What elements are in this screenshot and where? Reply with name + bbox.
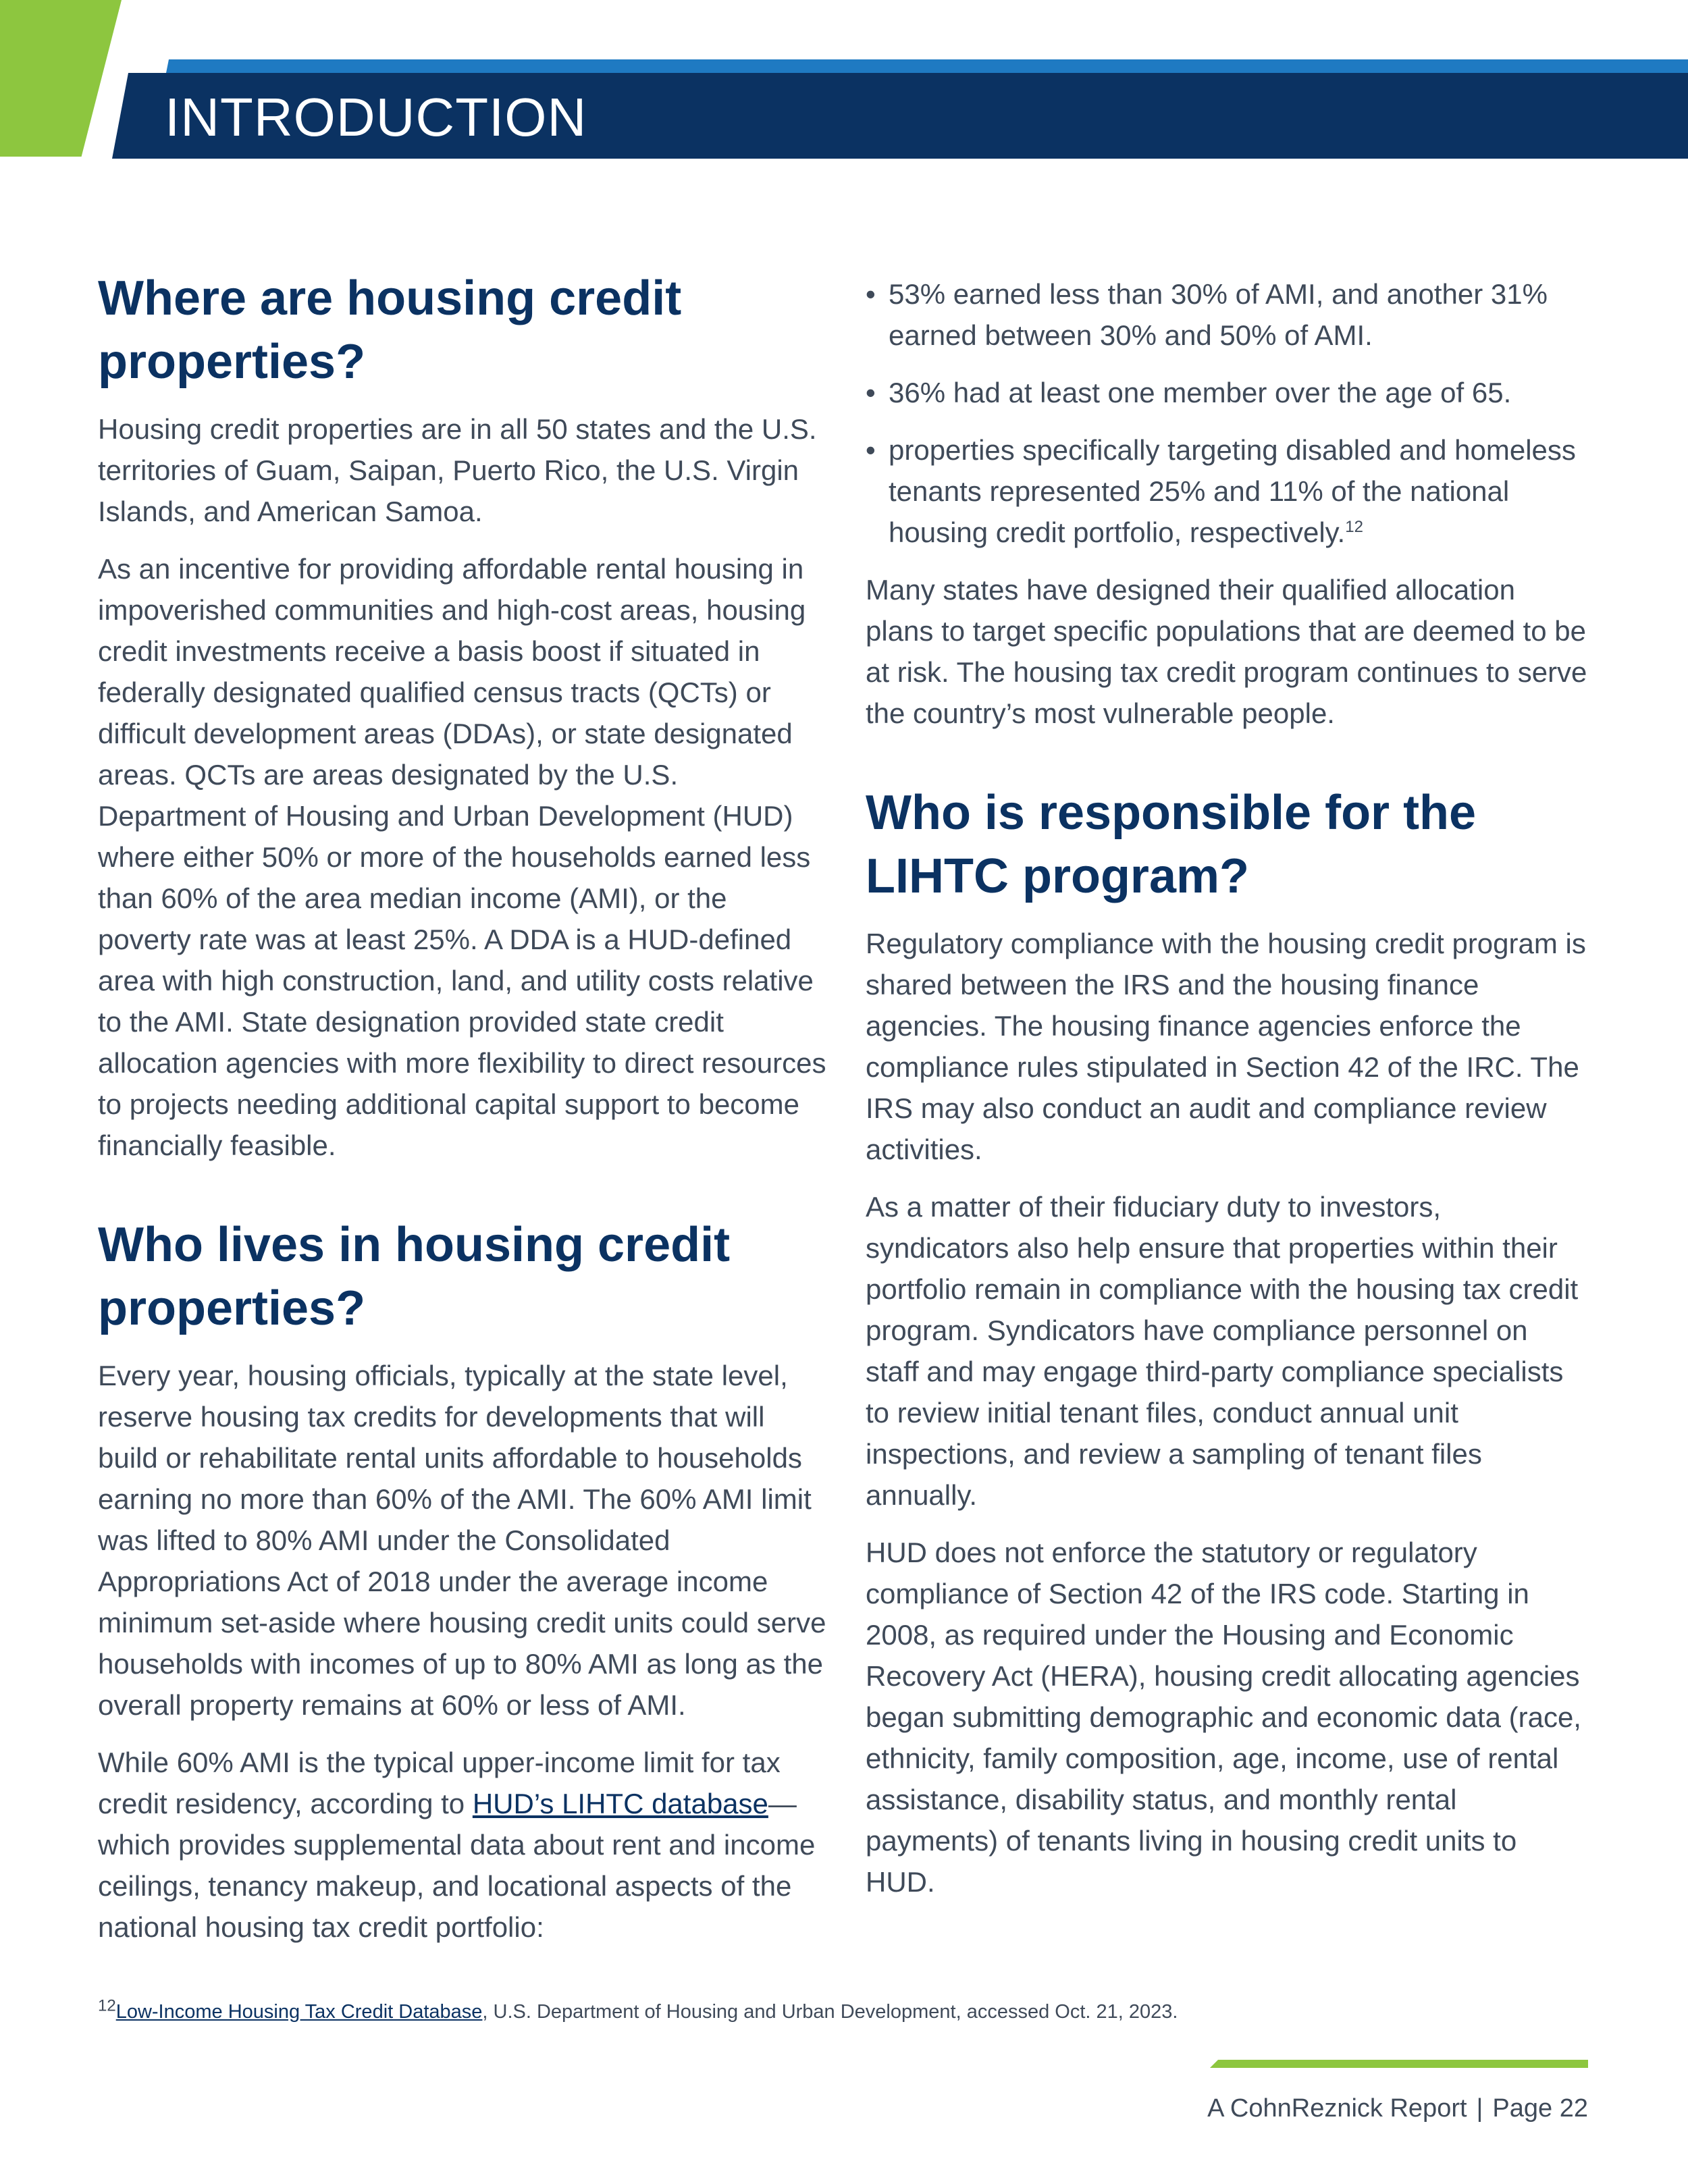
paragraph-hud-database — [98, 1742, 827, 1948]
list-item — [866, 273, 1588, 356]
right-column — [866, 273, 1588, 1919]
hud-database-text-before: While 60% AMI is the typical upper-income limit for tax credit residency, according to — [98, 1747, 781, 1819]
bullet-icon: • — [866, 377, 876, 408]
footer-accent-rule — [1210, 2060, 1588, 2068]
paragraph-locations: Housing credit properties are in all 50 states and the U.S. territories of Guam, Saipan, Puerto Rico, the U.S. Virgin Islands, and American Samoa. — [98, 413, 817, 527]
page-number: Page 22 — [1492, 2094, 1588, 2123]
green-accent-tab — [0, 0, 122, 157]
paragraph-syndicators: As a matter of their fiduciary duty to investors, syndicators also help ensure that properties within their portfolio remain in compliance with the housing tax credit program. Syndicators have compliance personnel on staff and may engage third-party compliance specialists to review initial tenant files, conduct annual unit inspections, and review a sampling of tenant files annually. — [866, 1191, 1579, 1511]
section-title: INTRODUCTION — [165, 87, 587, 147]
bullet-text: 36% had at least one member over the age of 65. — [889, 377, 1512, 408]
header-accent-line — [166, 59, 1688, 73]
page-footer — [1207, 2092, 1588, 2125]
footnote-number: 12 — [98, 1996, 116, 2015]
bullet-text: 53% earned less than 30% of AMI, and another 31% earned between 30% and 50% of AMI. — [889, 278, 1548, 351]
footnote-reference[interactable]: 12 — [1345, 518, 1363, 536]
footnote-text: , U.S. Department of Housing and Urban Development, accessed Oct. 21, 2023. — [482, 2001, 1178, 2023]
paragraph-hud-enforcement: HUD does not enforce the statutory or regulatory compliance of Section 42 of the IRS code. Starting in 2008, as required under the Housing and Economic Recovery Act (HERA), housing credit allocating agencies began submitting demographic and economic data (race, ethnicity, family composition, age, income, use of rental assistance, disability status, and monthly rental payments) of tenants living in housing credit units to HUD. — [866, 1537, 1581, 1898]
heading-who-lives: Who lives in housing credit properties? — [98, 1218, 731, 1335]
hud-database-text-after: —which provides supplemental data about rent and income ceilings, tenancy makeup, and locational aspects of the national housing tax credit portfolio: — [98, 1788, 816, 1943]
tenant-stats-list — [866, 273, 1588, 553]
bullet-icon: • — [866, 434, 876, 466]
lihtc-database-link[interactable]: Low-Income Housing Tax Credit Database — [115, 2001, 483, 2023]
footnote — [98, 1996, 1178, 2024]
left-column — [98, 267, 827, 1964]
paragraph-income-limits: Every year, housing officials, typically at the state level, reserve housing tax credits for developments that will build or rehabilitate rental units affordable to households earning no more than 60% of the AMI. The 60% AMI limit was lifted to 80% AMI under the Consolidated Appropriations Act of 2018 under the average income minimum set-aside where housing credit units could serve households with incomes of up to 80% AMI as long as the overall property remains at 60% or less of AMI. — [98, 1360, 826, 1721]
paragraph-basis-boost: As an incentive for providing affordable rental housing in impoverished communities and high-cost areas, housing credit investments receive a basis boost if situated in federally designated qualified census tracts (QCTs) or difficult development areas (DDAs), or state designated areas. QCTs are areas designated by the U.S. Department of Housing and Urban Development (HUD) where either 50% or more of the households earned less than 60% of the area median income (AMI), or the poverty rate was at least 25%. A DDA is a HUD-defined area with high construction, land, and utility costs relative to the AMI. State designation provided state credit allocation agencies with more flexibility to direct resources to projects needing additional capital support to become financially feasible. — [98, 553, 826, 1161]
heading-where-are-properties: Where are housing credit properties? — [98, 271, 682, 389]
bullet-text: properties specifically targeting disabled and homeless tenants represented 25% and 11% of the national housing credit portfolio, respectively. — [889, 434, 1576, 548]
list-item — [866, 429, 1588, 553]
footer-separator: | — [1476, 2094, 1483, 2123]
paragraph-regulatory-compliance: Regulatory compliance with the housing credit program is shared between the IRS and the housing finance agencies. The housing finance agencies enforce the compliance rules stipulated in Section 42 of the IRC. The IRS may also conduct an audit and compliance review activities. — [866, 928, 1586, 1165]
report-name: A CohnReznick Report — [1207, 2094, 1467, 2123]
list-item — [866, 372, 1588, 413]
bullet-icon: • — [866, 278, 876, 310]
heading-who-is-responsible: Who is responsible for the LIHTC program? — [866, 786, 1477, 903]
hud-lihtc-database-link[interactable]: HUD’s LIHTC database — [472, 1788, 768, 1819]
paragraph-qualified-allocation: Many states have designed their qualified allocation plans to target specific populations that are deemed to be at risk. The housing tax credit program continues to serve the country’s most vulnerable people. — [866, 574, 1587, 729]
